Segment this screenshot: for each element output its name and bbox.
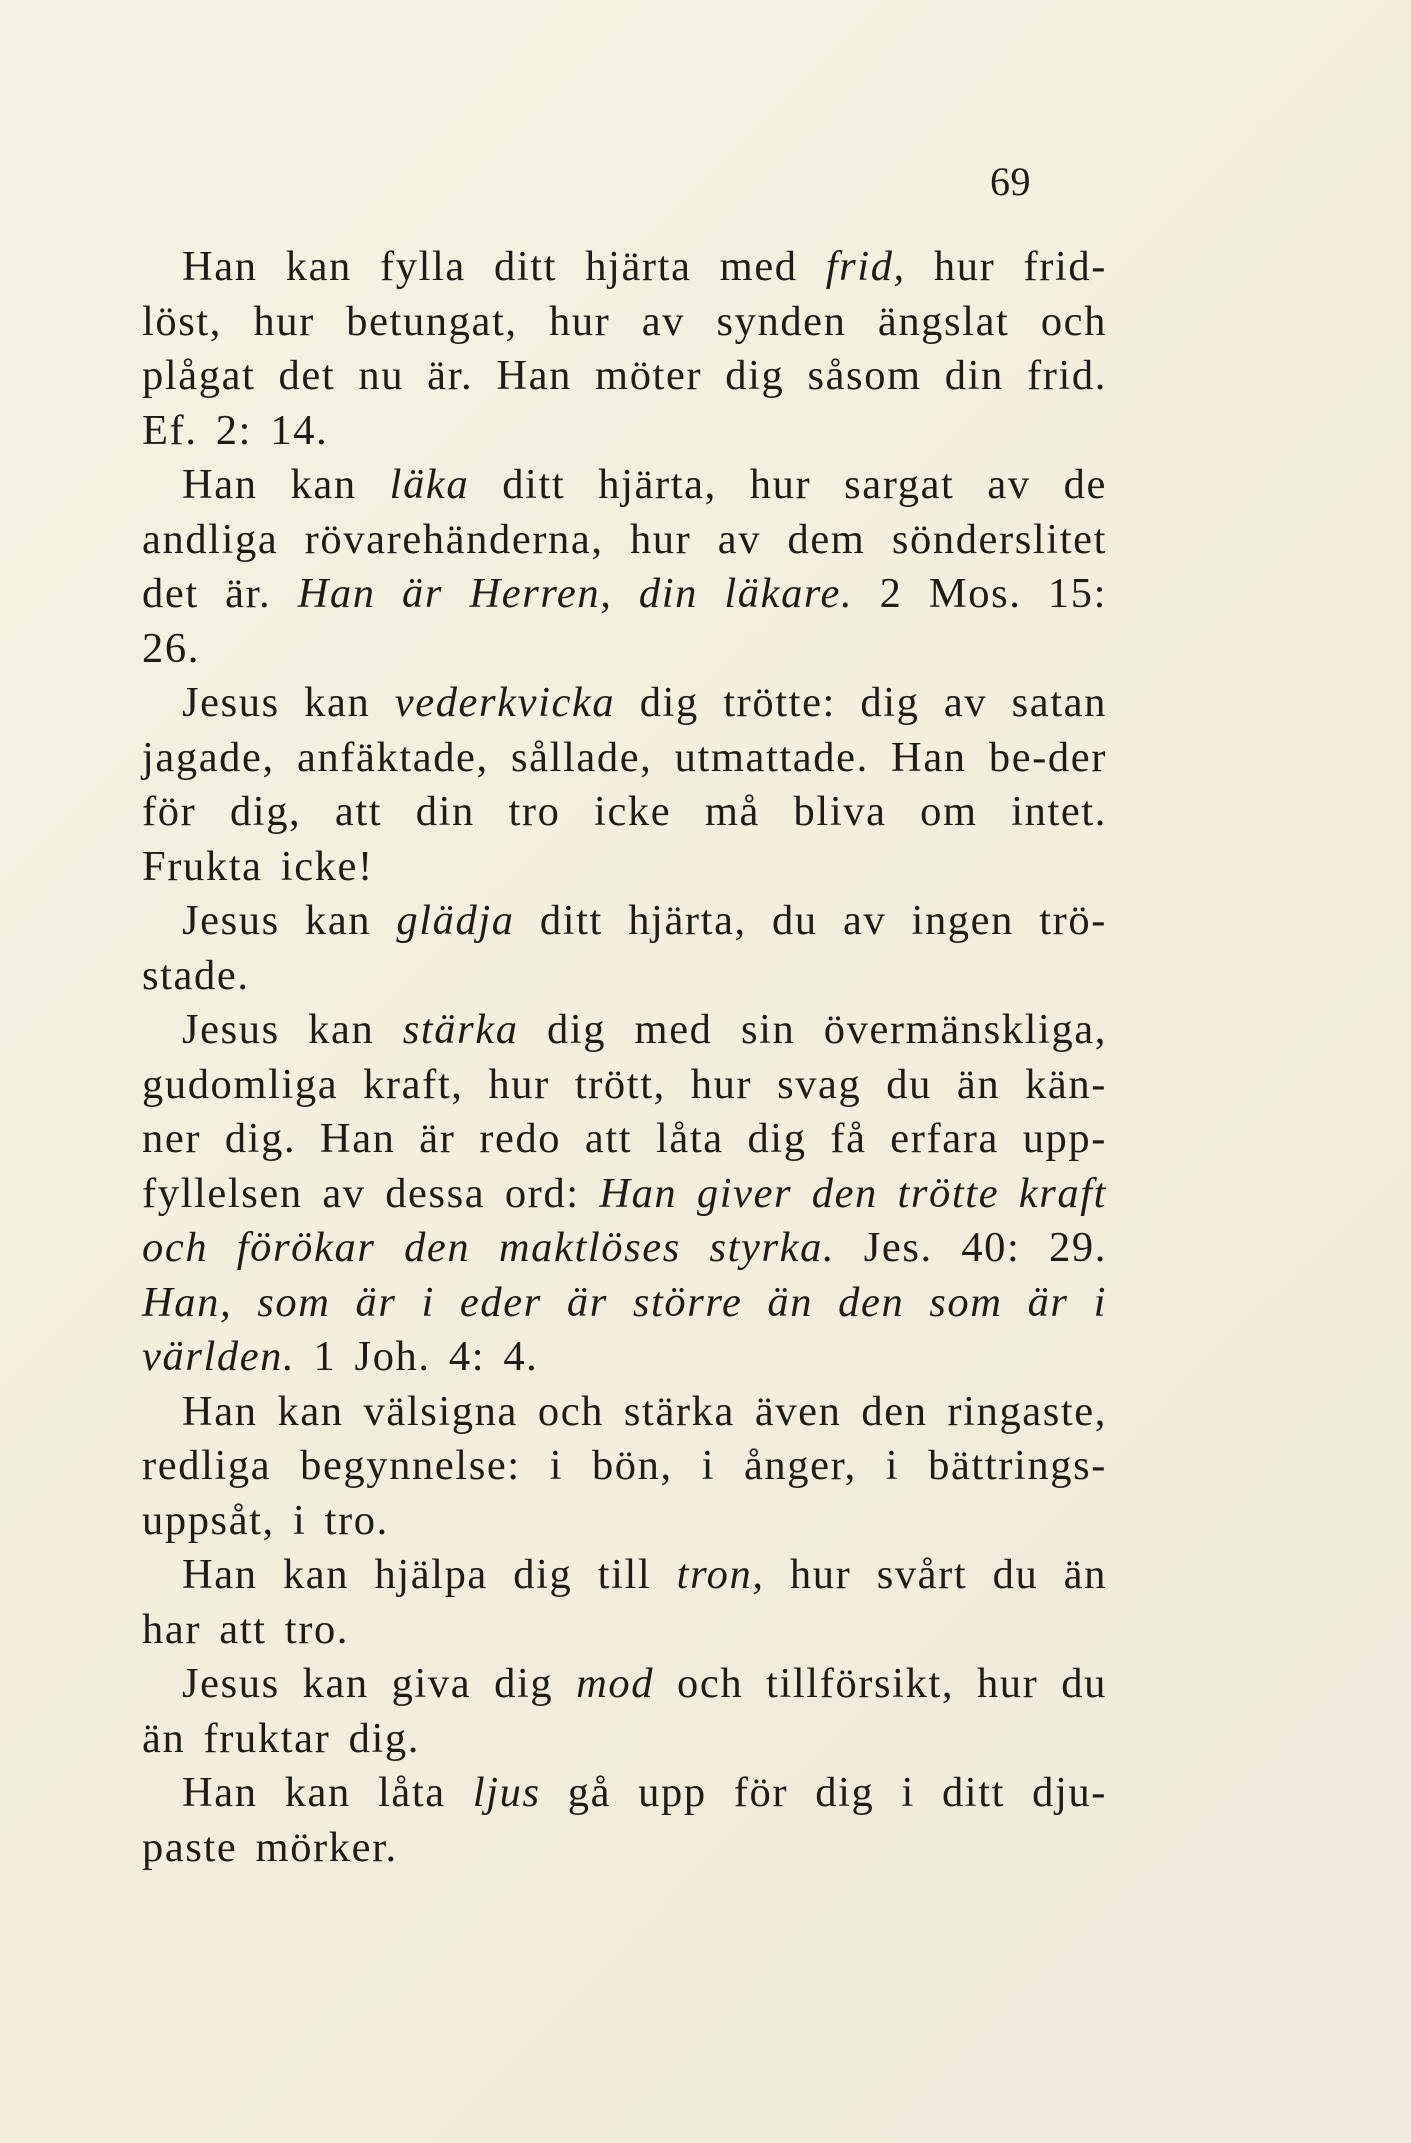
body-text (142, 240, 1107, 1875)
italic-text: ljus (472, 1769, 541, 1816)
text-run: Han kan fylla ditt hjärta med (182, 243, 826, 290)
italic-text: vederkvicka (394, 679, 616, 726)
paragraph (142, 1385, 1107, 1549)
text-run: dig trötte: dig av satan jagade, anfäktade, sållade, utmattade. Han be-der för dig, att din tro icke må bliva om intet. Frukta icke! (142, 679, 1107, 890)
page-number: 69 (990, 159, 1031, 204)
text-run: 2 Mos. 15: 26. (142, 570, 1107, 672)
text-run: Jesus kan (182, 897, 397, 944)
italic-text: Han, som är i eder är större än den som är i världen. (142, 1278, 1107, 1380)
paragraph (142, 240, 1107, 458)
paragraph (142, 676, 1107, 894)
text-run: ditt hjärta, du av ingen trö-stade. (142, 897, 1107, 999)
text-run: Jesus kan (182, 1006, 403, 1053)
paragraph (142, 1766, 1107, 1875)
text-run: dig med sin övermänskliga, gudomliga kraft, hur trött, hur svag du än kän-ner dig. Han är redo att låta dig få erfara upp-fyllelsen av dessa ord: (142, 1006, 1107, 1217)
paragraph (142, 1548, 1107, 1657)
text-run: Han kan låta (182, 1769, 473, 1816)
italic-text: tron, (676, 1551, 765, 1598)
text-run: Han kan välsigna och stärka även den ringaste, redliga begynnelse: i bön, i ånger, i bättrings-uppsåt, i tro. (142, 1387, 1107, 1544)
italic-text: glädja (396, 897, 515, 944)
paragraph (142, 458, 1107, 676)
text-run: Jes. 40: 29. (835, 1224, 1107, 1271)
italic-text: läka (389, 461, 470, 508)
italic-text: mod (576, 1660, 655, 1707)
italic-text: Han giver den trötte kraft och förökar den maktlöses styrka. (142, 1169, 1108, 1271)
text-run: gå upp för dig i ditt dju-paste mörker. (142, 1769, 1107, 1871)
italic-text: Han är Herren, din läkare. (297, 570, 854, 617)
italic-text: frid, (825, 243, 906, 290)
text-run: och tillförsikt, hur du än fruktar dig. (142, 1660, 1107, 1762)
text-run: ditt hjärta, hur sargat av de andliga rövarehänderna, hur av dem sönderslitet det är. (142, 461, 1107, 617)
paragraph (142, 1003, 1107, 1385)
text-run: Jesus kan (182, 679, 395, 726)
text-run: Jesus kan giva dig (182, 1660, 577, 1707)
paragraph (142, 1657, 1107, 1766)
text-run: hur svårt du än har att tro. (142, 1551, 1108, 1653)
paragraph (142, 894, 1107, 1003)
italic-text: stärka (402, 1006, 519, 1053)
text-run: Han kan (182, 461, 390, 508)
text-run: Han kan hjälpa dig till (182, 1551, 677, 1598)
text-run: 1 Joh. 4: 4. (295, 1333, 539, 1380)
text-run: hur frid-löst, hur betungat, hur av synden ängslat och plågat det nu är. Han möter dig såsom din frid. Ef. 2: 14. (142, 243, 1107, 454)
